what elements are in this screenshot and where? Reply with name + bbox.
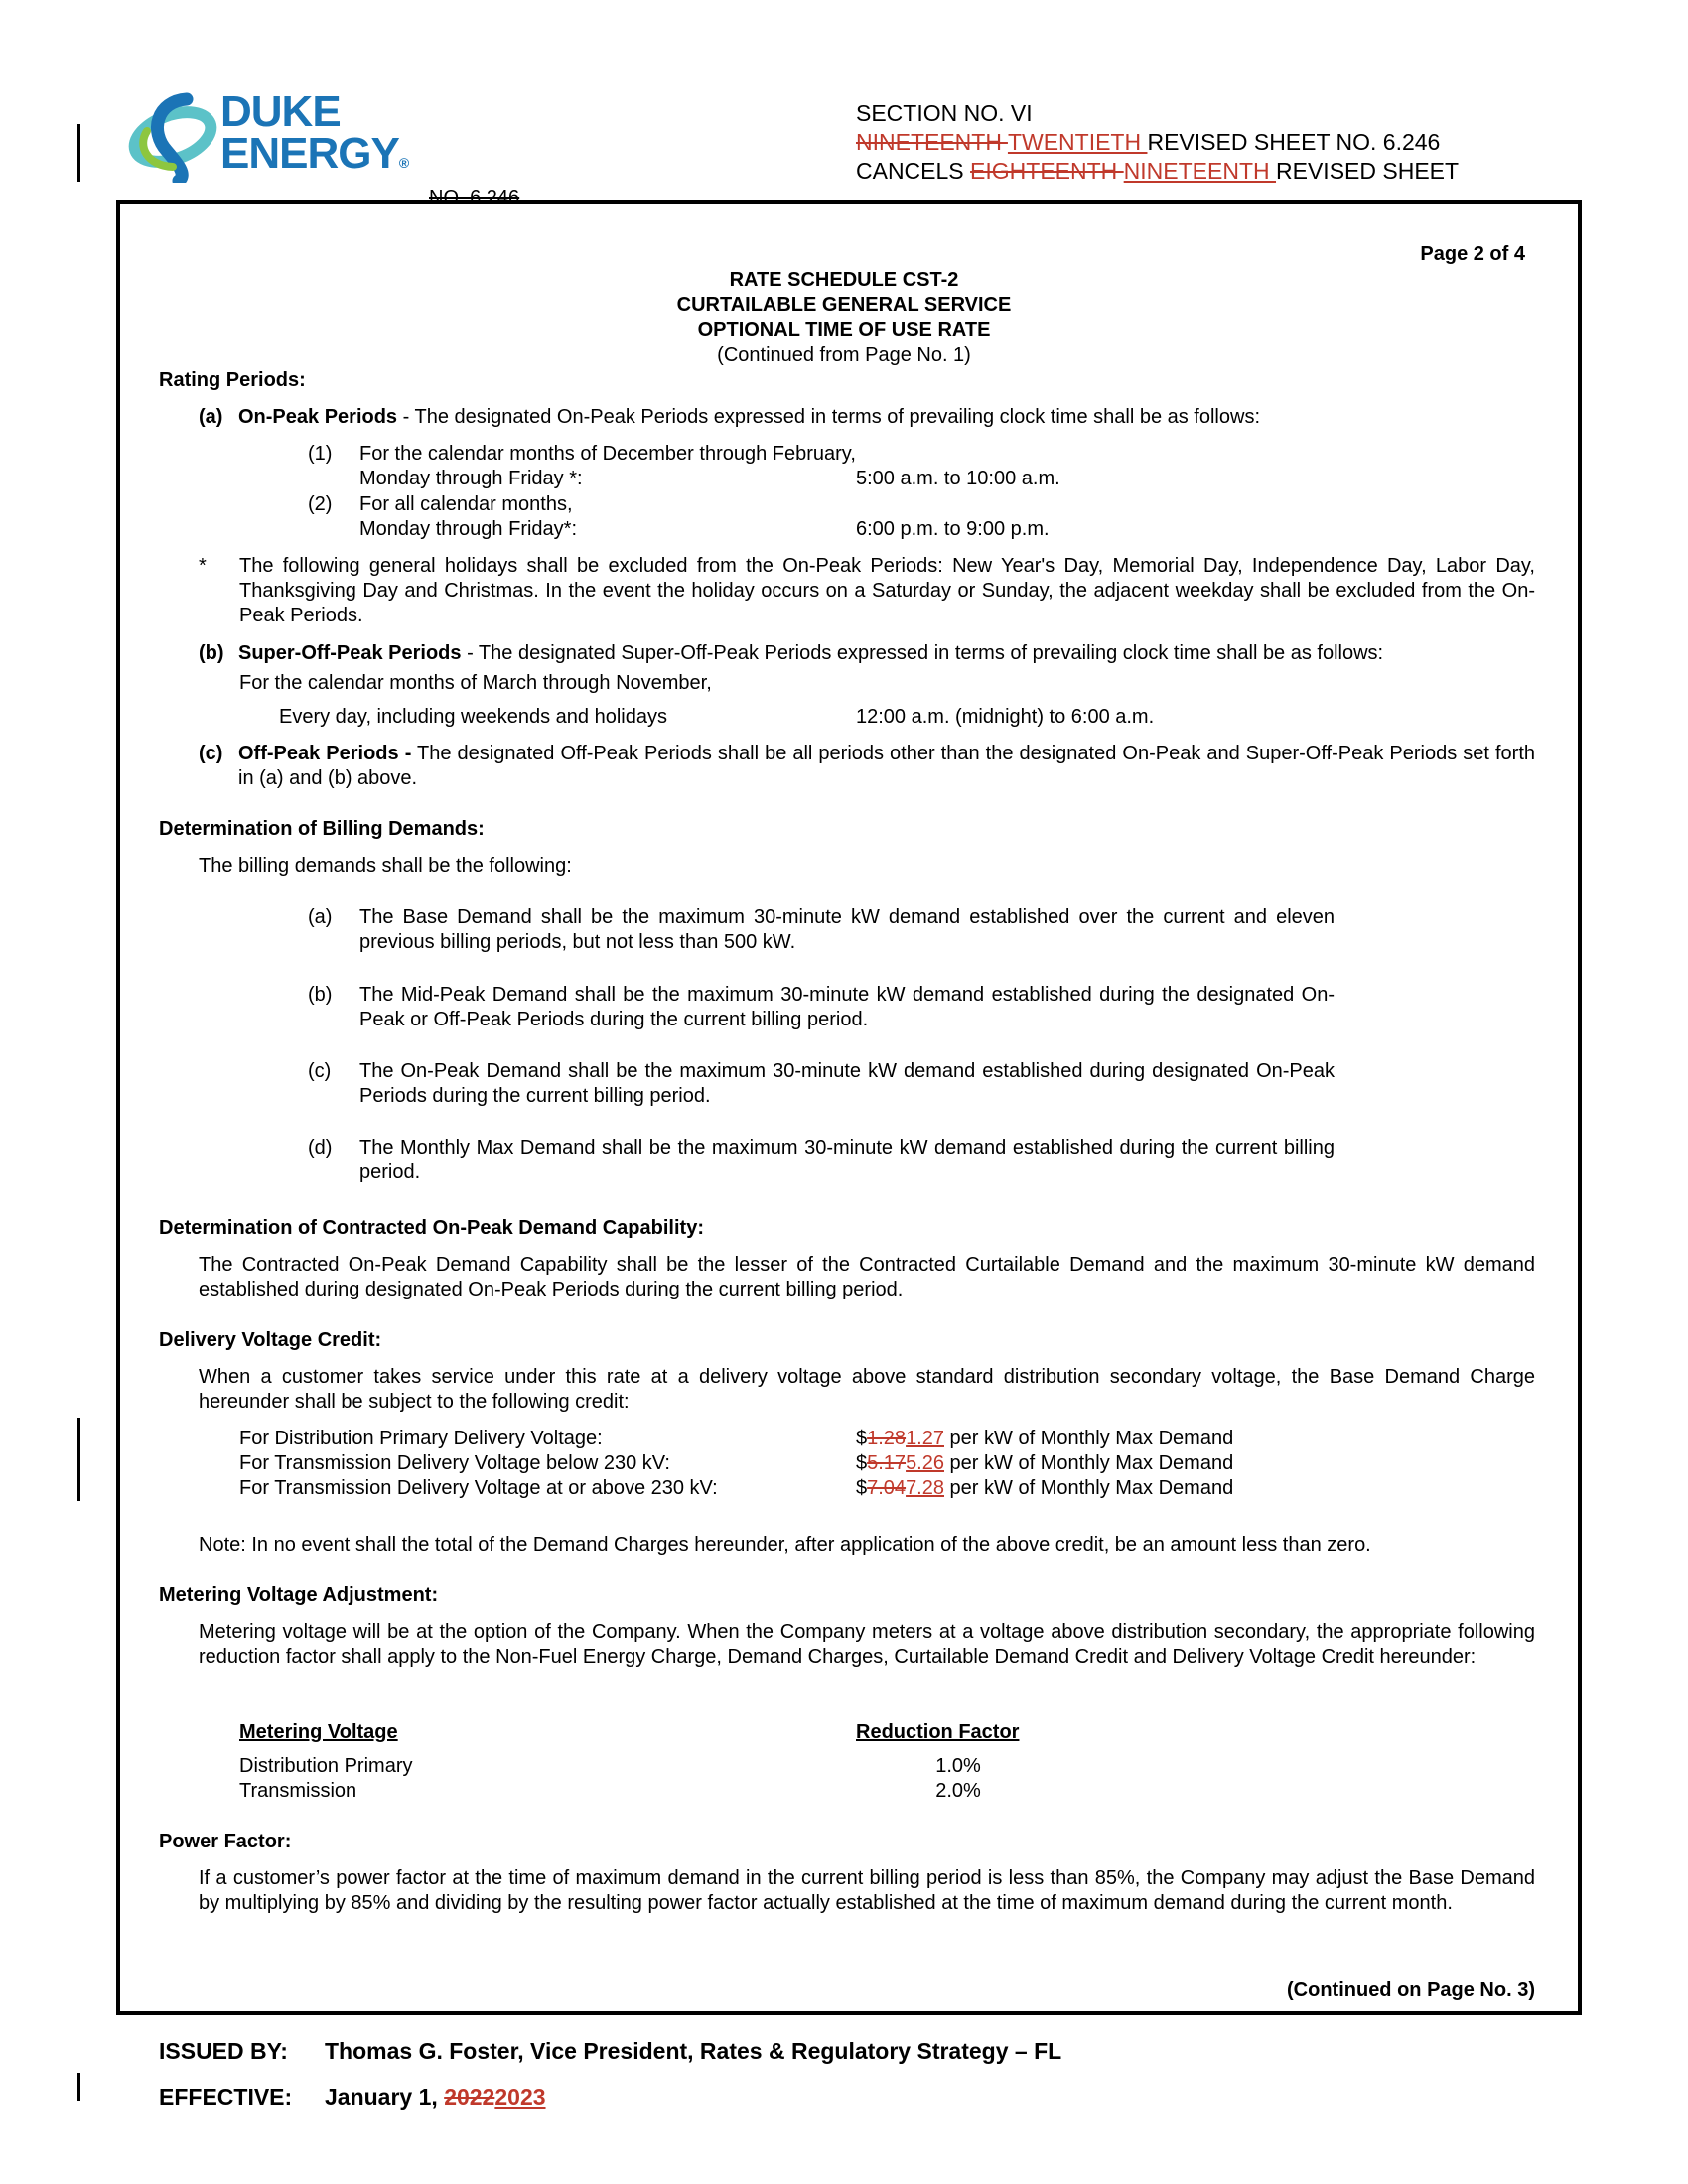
rating-a-num: (a) [199,406,223,428]
sheet-inserted-text: TWENTIETH [1007,129,1148,155]
rating-a-desc: - The designated On-Peak Periods expressed in terms of prevailing clock time shall be as follows: [397,406,1260,428]
contracted-text: The Contracted On-Peak Demand Capability shall be the lesser of the Contracted Curtailable Demand and the maximum 30-minute kW demand established during designated On-Peak Periods during the current billing period. [199,1254,1535,1300]
cancels-prefix: CANCELS [856,158,971,184]
change-bar [77,124,80,182]
delivery-row3-label: For Transmission Delivery Voltage at or above 230 kV: [239,1477,718,1499]
rating-item2-num: (2) [308,493,333,515]
billing-demands-intro: The billing demands shall be the following: [199,855,572,877]
sheet-rest-text: REVISED SHEET NO. 6.246 [1147,129,1441,155]
billing-c-text: The On-Peak Demand shall be the maximum 30-minute kW demand established during designated On-Peak Periods during the current billing period. [359,1060,1335,1107]
metering-row1-factor: 1.0% [935,1755,981,1777]
effective-value [325,2083,546,2111]
sheet-number [856,128,1440,157]
holiday-star: * [199,555,207,577]
billing-a-label: (a) [308,906,333,928]
effective-label: EFFECTIVE: [159,2084,293,2110]
delivery-row3-value [856,1476,1233,1501]
metering-row2-factor: 2.0% [935,1780,981,1802]
cancels-deleted-text: EIGHTEENTH [970,158,1124,184]
rating-b-line2: For the calendar months of March through November, [239,672,712,694]
holiday-note: The following general holidays shall be excluded from the On-Peak Periods: New Year's Day, Memorial Day, Independence Day, Labor Day, Thanksgiving Day and Christmas. In the event the holiday occurs on a Saturday or Sunday, the adjacent weekday shall be excluded from the On-Peak Periods. [239,555,1535,626]
rating-periods-heading: Rating Periods: [159,369,306,391]
rating-b-num: (b) [199,642,224,664]
billing-d-label: (d) [308,1137,333,1159]
rating-a-label [199,405,222,430]
new-rate: 1.27 [906,1428,944,1449]
cancels-rest-text: REVISED SHEET [1276,158,1460,184]
title-line1: RATE SCHEDULE CST-2 [729,269,959,291]
delivery-row2-value [856,1451,1233,1476]
rate-suffix: per kW of Monthly Max Demand [944,1428,1234,1449]
power-factor-heading: Power Factor: [159,1831,292,1852]
power-factor-text: If a customer’s power factor at the time of maximum demand in the current billing period is less than 85%, the Company may adjust the Base Demand by multiplying by 85% and dividing by the resulting power factor actually established at the time of maximum demand during the current month. [199,1867,1535,1914]
page-label: Page 2 of 4 [1420,243,1525,265]
billing-a-text: The Base Demand shall be the maximum 30-minute kW demand established over the current and eleven previous billing periods, but not less than 500 kW. [359,906,1335,953]
rating-item1-num: (1) [308,443,333,465]
logo-line2: ENERGY [220,129,399,178]
billing-demands-heading: Determination of Billing Demands: [159,818,485,840]
dollar-sign: $ [856,1477,868,1499]
metering-row2-voltage: Transmission [239,1780,357,1802]
rating-item2-line1: For all calendar months, [359,493,573,515]
section-number: SECTION NO. VI [856,100,1033,126]
old-rate: 7.04 [867,1477,907,1499]
logo-registered-mark: ® [398,155,409,171]
delivery-row1-value [856,1427,1233,1451]
issued-by-label: ISSUED BY: [159,2038,288,2064]
rate-suffix: per kW of Monthly Max Demand [944,1452,1234,1474]
metering-heading: Metering Voltage Adjustment: [159,1584,439,1606]
billing-b-text: The Mid-Peak Demand shall be the maximum 30-minute kW demand established during the designated On-Peak or Off-Peak Periods during the current billing period. [359,984,1335,1030]
metering-col2-header: Reduction Factor [856,1721,1020,1743]
metering-col1-header: Metering Voltage [239,1721,398,1743]
billing-c-label: (c) [308,1060,332,1082]
new-rate: 5.26 [906,1452,944,1474]
contracted-heading: Determination of Contracted On-Peak Demand Capability: [159,1217,704,1239]
rating-item1-time: 5:00 a.m. to 10:00 a.m. [856,468,1060,489]
logo-line1: DUKE [220,87,341,136]
change-bar [77,2073,80,2101]
stray-deleted-text: NO. 6.246 [429,187,520,208]
new-rate: 7.28 [906,1477,944,1499]
title-line2: CURTAILABLE GENERAL SERVICE [676,294,1012,316]
rating-c-title: Off-Peak Periods - [238,743,412,764]
rating-b-time: 12:00 a.m. (midnight) to 6:00 a.m. [856,706,1155,728]
delivery-note: Note: In no event shall the total of the Demand Charges hereunder, after application of the above credit, be an amount less than zero. [199,1534,1371,1556]
delivery-credit-text: When a customer takes service under this rate at a delivery voltage above standard distribution secondary voltage, the Base Demand Charge hereunder shall be subject to the following credit: [199,1366,1535,1413]
rating-item1-line1: For the calendar months of December through February, [359,443,856,465]
old-rate: 5.17 [867,1452,907,1474]
rating-b-line3: Every day, including weekends and holidays [279,706,667,728]
delivery-row2-label: For Transmission Delivery Voltage below 230 kV: [239,1452,670,1474]
continued-note: (Continued on Page No. 3) [1287,1979,1535,2001]
rating-item2-time: 6:00 p.m. to 9:00 p.m. [856,518,1050,540]
duke-energy-logo [127,87,415,191]
rating-b-title: Super-Off-Peak Periods [238,642,462,664]
cancels-inserted-text: NINETEENTH [1123,158,1277,184]
rating-item1-line2: Monday through Friday *: [359,468,583,489]
rating-a-text [238,405,1529,430]
rating-a-title: On-Peak Periods [238,406,398,428]
title-line3: OPTIONAL TIME OF USE RATE [697,319,991,341]
metering-text: Metering voltage will be at the option of the Company. When the Company meters at a voltage above distribution secondary, the appropriate following reduction factor shall apply to the Non-Fuel Energy Charge, Demand Charges, Curtailable Demand Credit and Delivery Voltage Credit hereunder: [199,1621,1535,1668]
issued-by-value: Thomas G. Foster, Vice President, Rates & Regulatory Strategy – FL [325,2038,1062,2064]
rating-b-text [238,641,1539,666]
rating-b-desc: - The designated Super-Off-Peak Periods expressed in terms of prevailing clock time shall be as follows: [461,642,1384,664]
logo-wordmark [220,87,409,184]
delivery-row1-label: For Distribution Primary Delivery Voltage: [239,1428,603,1449]
dollar-sign: $ [856,1452,868,1474]
billing-d-text: The Monthly Max Demand shall be the maximum 30-minute kW demand established during the current billing period. [359,1137,1335,1183]
billing-b-label: (b) [308,984,333,1006]
effective-old-year: 2022 [444,2084,495,2110]
rating-c-desc: The designated Off-Peak Periods shall be all periods other than the designated On-Peak and Super-Off-Peak Periods set forth in (a) and (b) above. [238,743,1535,789]
change-bar [77,1418,80,1501]
rating-c-num: (c) [199,743,223,764]
rating-item2-line2: Monday through Friday*: [359,518,578,540]
title-line4: (Continued from Page No. 1) [717,344,971,366]
rating-c-text [238,742,1535,791]
duke-energy-swirl-icon [127,91,218,183]
metering-row1-voltage: Distribution Primary [239,1755,413,1777]
sheet-deleted-text: NINETEENTH [856,129,1008,155]
rate-suffix: per kW of Monthly Max Demand [944,1477,1234,1499]
cancels-line [856,157,1459,186]
delivery-credit-heading: Delivery Voltage Credit: [159,1329,382,1351]
old-rate: 1.28 [867,1428,907,1449]
effective-new-year: 2023 [494,2084,546,2110]
effective-prefix: January 1, [325,2084,445,2110]
dollar-sign: $ [856,1428,868,1449]
